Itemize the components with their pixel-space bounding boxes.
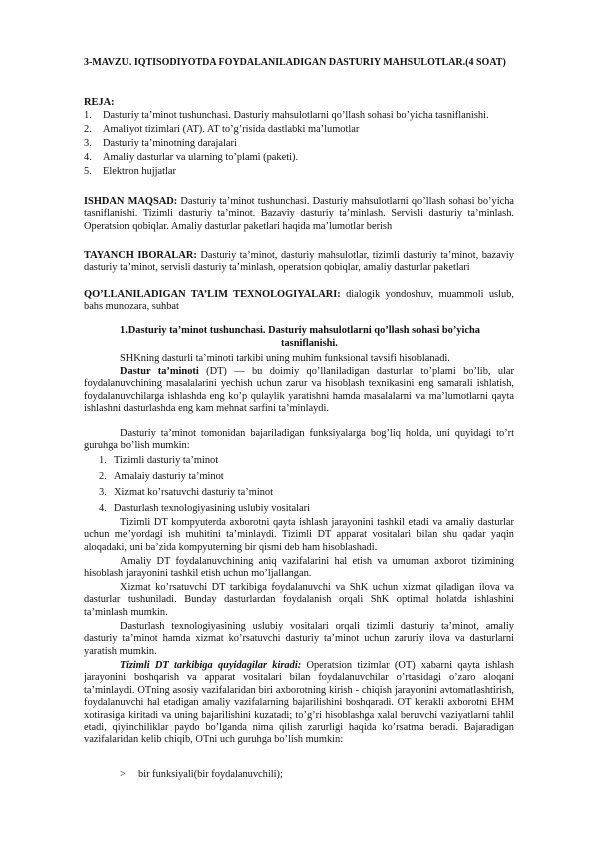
list-item-text: Elektron hujjatlar [103,166,176,177]
texnologiyalar-paragraph [84,289,514,314]
paragraph: SHKning dasturli ta’minoti tarkibi uning muhim funksional tavsifi hisoblanadi. [120,353,450,364]
list-number: 5. [84,166,92,177]
arrow-bullet-icon: > [120,769,126,780]
reja-heading: REJA: [84,97,115,108]
term-tizimli-dt: Tizimli DT tarkibiga quyidagilar kiradi: [120,660,302,671]
term-dastur-taminoti: Dastur ta’minoti [120,366,199,377]
texnologiyalar-label: QO’LLANILADIGAN TA’LIM TEXNOLOGIYALARI: [84,289,341,300]
ishdan-maqsad-text: Dasturiy ta’minot tushunchasi. Dasturiy mahsulotlarni qo’llash sohasi bo’yicha tasniflanishi. Tizimli dasturiy ta’minot. Bazaviy dasturiy ta’minlash. Servisli dasturiy ta’minlash. Operatsion qobiqlar. Amaliy dasturlar paketlari haqida ma’lumotlar berish [84,196,515,232]
list-number: 2. [84,124,92,135]
paragraph: Tizimli DT kompyuterda axborotni qayta ishlash jarayonini tashkil etadi va amaliy dasturlar uchun me’yordagi ish muhitini ta’minlaydi. Tizimli DT apparat vositalari bilan shu qadar yaqin aloqadaki, uni ba’zida kompyuterning bir qismi deb ham hisoblashadi. [84,517,514,553]
section-heading-cont: tasniflanishi. [281,338,338,349]
paragraph-text: (DT) — bu doimiy qo’llaniladigan dasturlar to’plami bo’lib, ular foydalanuvchining masalalarini yechish uchun zarur va hisoblash texnikasini eng samarali ishlatish, foydalanuvchilarga ishlashda eng ko’p qulaylik yaratishni hamda masalalarni va ma’lumotlarni qayta ishlashni dasturlashda eng kam mehnat sarfini ta’minlaydi. [84,366,515,415]
ishdan-maqsad-paragraph [84,196,514,233]
section-heading: 1.Dasturiy ta’minot tushunchasi. Dasturiy mahsulotlarni qo’llash sohasi bo’yicha [120,325,480,336]
list-item-text: Dasturiy ta’minot tushunchasi. Dasturiy mahsulotlarni qo’llash sohasi bo’yicha tasniflanishi. [103,110,489,121]
list-item-text: Amalaiy dasturiy ta’minot [114,471,224,482]
list-number: 1. [84,110,92,121]
paragraph [84,366,514,416]
paragraph [84,660,514,747]
list-item-text: Amaliy dasturlar va ularning to’plami (paketi). [103,152,299,163]
list-number: 3. [84,138,92,149]
paragraph: Xizmat ko’rsatuvchi DT tarkibiga foydalanuvchi va ShK uchun xizmat qiladigan ilova va dasturlar tushuniladi. Bunday dasturlardan foydalanish orqali ShK optimal holatda ishlashini ta’minlash mumkin. [84,582,514,618]
list-number: 4. [84,152,92,163]
tayanch-iboralar-text: Dasturiy ta’minot, dasturiy mahsulotlar, tizimli dasturiy ta’minot, bazaviy dasturiy ta’minot, servisli dasturiy ta’minlash, operatsion qobiqlar, amaliy dasturlar paketlari [84,250,515,274]
list-item-text: Dasturlash texnologiyasining uslubiy vositalari [114,503,310,514]
paragraph-text: Operatsion tizimlar (OT) xabarni qayta ishlash jarayonini boshqarish va apparat vositalari bilan foydalanuvchilar o’rtasidagi o’zaro aloqani ta’minlaydi. OTning asosiy vazifalaridan biri axborotning kirish - chiqish jarayonini avtomatlashtirish, foydalanuvchi hal etadigan amaliy vazifalarning bajarilishini boshqaradi. OT kerakli axborotni EHM xotirasiga kiritadi va uning bajarilishini kuzatadi; to’g’ri hisoblashga xalal beruvchi vaziyatlarni tahlil etadi, qiyinchiliklar paydo bo’lganda nima qilish zarurligi haqida ko’rsatma beradi. Bajaradigan vazifalaridan kelib chiqib, OTni uch guruhga bo’lish mumkin: [84,660,514,746]
texnologiyalar-text: dialogik yondoshuv, muammoli uslub, bahs munozara, suhbat [84,289,514,313]
list-number: 2. [99,471,107,482]
list-item-text: Tizimli dasturiy ta’minot [114,455,219,466]
ishdan-maqsad-label: ISHDAN MAQSAD: [84,196,178,207]
paragraph: Amaliy DT foydalanuvchining aniq vazifalarini hal etish va umuman axborot tizimining hisoblash jarayonini tashkil etish uchun mo’ljallangan. [84,556,514,580]
list-item-text: bir funksiyali(bir foydalanuvchili); [138,769,283,780]
list-number: 4. [99,503,107,514]
list-number: 1. [99,455,107,466]
paragraph: Dasturiy ta’minot tomonidan bajariladigan funksiyalarga bog’liq holda, uni quyidagi to’rt guruhga bo’lish mumkin: [84,428,514,452]
paragraph: Dasturlash texnologiyasining uslubiy vositalari orqali tizimli dasturiy ta’minot, amaliy dasturiy ta’minot hamda xizmat ko’rsatuvchi dasturiy ta’minot uchun zaruriy ilova va dasturlarni yaratish mumkin. [84,621,514,657]
list-item-text: Dasturiy ta’minotning darajalari [103,138,237,149]
page-title: 3-MAVZU. IQTISODIYOTDA FOYDALANILADIGAN DASTURIY MAHSULOTLAR.(4 SOAT) [84,57,506,68]
list-item-text: Xizmat ko’rsatuvchi dasturiy ta’minot [114,487,273,498]
tayanch-iboralar-paragraph [84,250,514,275]
list-number: 3. [99,487,107,498]
list-item-text: Amaliyot tizimlari (AT). AT to’g’risida dastlabki ma’lumotlar [103,124,360,135]
tayanch-iboralar-label: TAYANCH IBORALAR: [84,250,197,261]
